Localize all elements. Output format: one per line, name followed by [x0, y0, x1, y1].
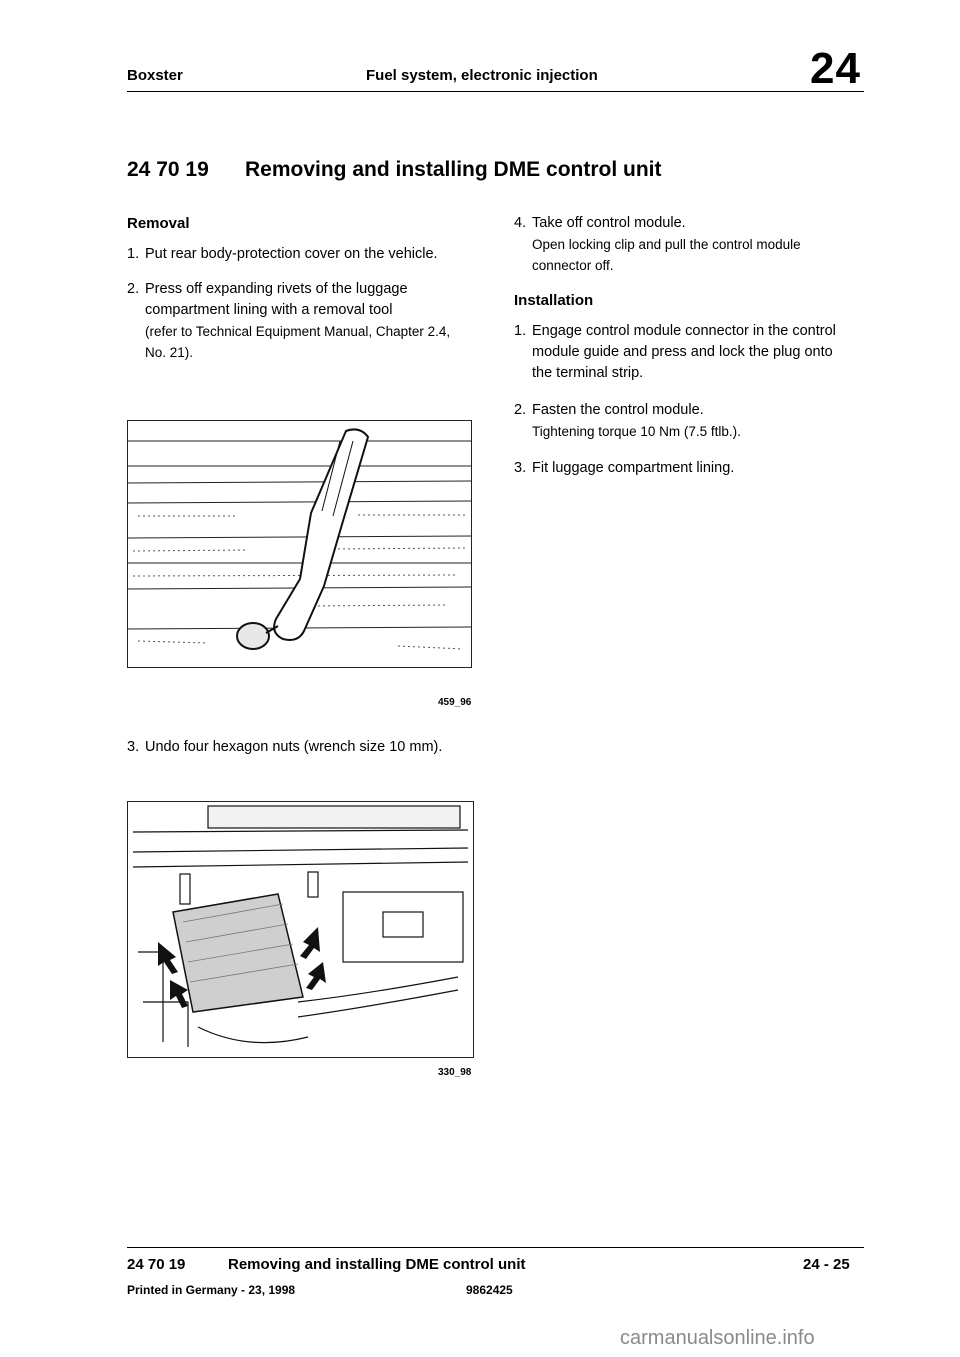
page-title-code: 24 70 19	[127, 158, 209, 181]
installation-step-1	[514, 321, 844, 384]
removal-step-3-text: Undo four hexagon nuts (wrench size 10 mm).	[145, 739, 443, 755]
installation-step-2-number: 2.	[514, 402, 527, 418]
footer-title	[127, 1256, 526, 1273]
header-model: Boxster	[127, 67, 183, 84]
part-number: 9862425	[466, 1283, 513, 1297]
printed-info: Printed in Germany - 23, 1998	[127, 1283, 296, 1297]
figure-dme-unit	[127, 801, 474, 1058]
page-title-text: Removing and installing DME control unit	[245, 158, 662, 181]
installation-step-3-number: 3.	[514, 460, 527, 476]
removal-heading: Removal	[127, 215, 190, 232]
removal-step-4-subtext: Open locking clip and pull the control module connector off.	[532, 237, 801, 273]
removal-step-1-text: Put rear body-protection cover on the vehicle.	[145, 246, 438, 262]
header-section: Fuel system, electronic injection	[366, 67, 598, 84]
removal-step-3-number: 3.	[127, 739, 140, 755]
figure-2-code: 330_98	[438, 1067, 472, 1078]
installation-heading: Installation	[514, 292, 594, 309]
removal-step-2	[127, 279, 472, 363]
page-number: 24 - 25	[803, 1256, 850, 1273]
header-divider	[127, 91, 864, 92]
footer-code: 24 70 19	[127, 1256, 186, 1273]
header-group-number: 24	[810, 44, 861, 93]
dme-control-unit-illustration-icon	[128, 802, 473, 1057]
removal-step-1	[127, 244, 472, 265]
footer-divider	[127, 1247, 864, 1248]
installation-step-3-text: Fit luggage compartment lining.	[532, 460, 735, 476]
removal-step-2-subtext: (refer to Technical Equipment Manual, Chapter 2.4, No. 21).	[145, 324, 451, 360]
installation-step-1-text: Engage control module connector in the control module guide and press and lock the plug onto the terminal strip.	[532, 323, 836, 381]
right-column	[514, 213, 844, 479]
installation-step-1-number: 1.	[514, 323, 527, 339]
page-title	[127, 158, 662, 182]
installation-step-2-subtext: Tightening torque 10 Nm (7.5 ftlb.).	[532, 424, 741, 439]
footer-title-text: Removing and installing DME control unit	[228, 1256, 526, 1273]
removal-step-2-number: 2.	[127, 281, 140, 297]
removal-step-2-text: Press off expanding rivets of the luggage compartment lining with a removal tool	[145, 281, 408, 318]
figure-1-code: 459_96	[438, 697, 472, 708]
removal-step-1-number: 1.	[127, 246, 140, 262]
screwdriver-illustration-icon	[128, 421, 471, 667]
removal-section	[127, 213, 472, 363]
installation-step-3	[514, 458, 844, 479]
removal-step-4	[514, 213, 844, 276]
installation-step-2-text: Fasten the control module.	[532, 402, 704, 418]
watermark: carmanualsonline.info	[620, 1327, 815, 1349]
removal-step-3	[127, 737, 487, 758]
installation-step-2	[514, 400, 844, 442]
figure-removal-tool	[127, 420, 472, 668]
removal-step-4-text: Take off control module.	[532, 215, 686, 231]
removal-step-4-number: 4.	[514, 215, 527, 231]
